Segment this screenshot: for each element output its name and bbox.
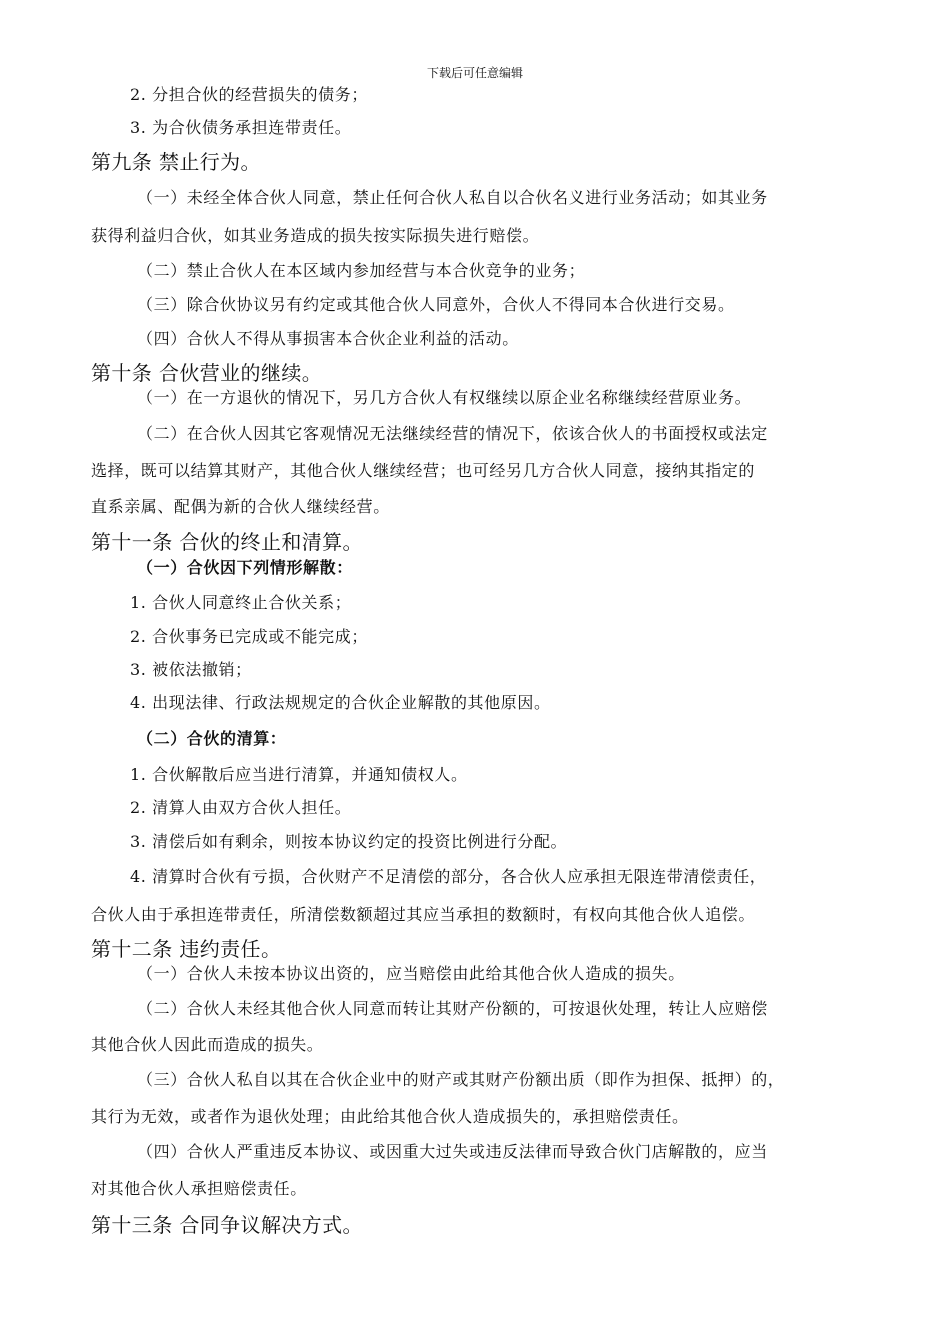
- list-item: 2. 合伙事务已完成或不能完成；: [130, 627, 368, 646]
- paragraph-line: （三）除合伙协议另有约定或其他合伙人同意外，合伙人不得同本合伙进行交易。: [137, 295, 735, 314]
- paragraph-line: 对其他合伙人承担赔偿责任。: [91, 1179, 307, 1198]
- paragraph-line: （三）合伙人私自以其在合伙企业中的财产或其财产份额出质（即作为担保、抵押）的，: [137, 1070, 785, 1089]
- paragraph-line: （二）在合伙人因其它客观情况无法继续经营的情况下，依该合伙人的书面授权或法定: [137, 424, 768, 443]
- page-header: 下载后可任意编辑: [426, 66, 523, 80]
- paragraph-line: （二）禁止合伙人在本区域内参加经营与本合伙竞争的业务；: [137, 261, 586, 280]
- paragraph-line: 选择，既可以结算其财产，其他合伙人继续经营；也可经另几方合伙人同意，接纳其指定的: [91, 461, 756, 480]
- article-heading: 第九条 禁止行为。: [91, 150, 261, 174]
- paragraph-line: （一）在一方退伙的情况下，另几方合伙人有权继续以原企业名称继续经营原业务。: [137, 388, 752, 407]
- paragraph-line: （一）合伙人未按本协议出资的，应当赔偿由此给其他合伙人造成的损失。: [137, 964, 685, 983]
- section-heading: （二）合伙的清算：: [137, 729, 287, 748]
- paragraph-line: 其行为无效，或者作为退伙处理；由此给其他合伙人造成损失的，承担赔偿责任。: [91, 1107, 689, 1126]
- paragraph-line: （一）未经全体合伙人同意，禁止任何合伙人私自以合伙名义进行业务活动；如其业务: [137, 188, 768, 207]
- paragraph-line: （二）合伙人未经其他合伙人同意而转让其财产份额的，可按退伙处理，转让人应赔偿: [137, 999, 768, 1018]
- article-heading: 第十二条 违约责任。: [91, 937, 282, 961]
- list-item: 1. 合伙解散后应当进行清算，并通知债权人。: [130, 765, 468, 784]
- list-item: 3. 清偿后如有剩余，则按本协议约定的投资比例进行分配。: [130, 832, 568, 851]
- list-item: 2. 清算人由双方合伙人担任。: [130, 798, 352, 817]
- list-item: 3. 被依法撤销；: [130, 660, 252, 679]
- paragraph-line: 获得利益归合伙，如其业务造成的损失按实际损失进行赔偿。: [91, 226, 540, 245]
- paragraph-line: 直系亲属、配偶为新的合伙人继续经营。: [91, 497, 390, 516]
- list-item: 2. 分担合伙的经营损失的债务；: [130, 85, 368, 104]
- list-item: 1. 合伙人同意终止合伙关系；: [130, 593, 352, 612]
- paragraph-line: 合伙人由于承担连带责任，所清偿数额超过其应当承担的数额时，有权向其他合伙人追偿。: [91, 905, 756, 924]
- paragraph-line: （四）合伙人严重违反本协议、或因重大过失或违反法律而导致合伙门店解散的，应当: [137, 1142, 768, 1161]
- article-heading: 第十三条 合同争议解决方式。: [91, 1213, 363, 1237]
- list-item: 4. 清算时合伙有亏损，合伙财产不足清偿的部分，各合伙人应承担无限连带清偿责任，: [130, 867, 767, 886]
- list-item: 3. 为合伙债务承担连带责任。: [130, 118, 352, 137]
- article-heading: 第十条 合伙营业的继续。: [91, 361, 323, 385]
- list-item: 4. 出现法律、行政法规规定的合伙企业解散的其他原因。: [130, 693, 551, 712]
- paragraph-line: （四）合伙人不得从事损害本合伙企业利益的活动。: [137, 329, 519, 348]
- article-heading: 第十一条 合伙的终止和清算。: [91, 530, 363, 554]
- paragraph-line: 其他合伙人因此而造成的损失。: [91, 1035, 324, 1054]
- section-heading: （一）合伙因下列情形解散：: [137, 558, 353, 577]
